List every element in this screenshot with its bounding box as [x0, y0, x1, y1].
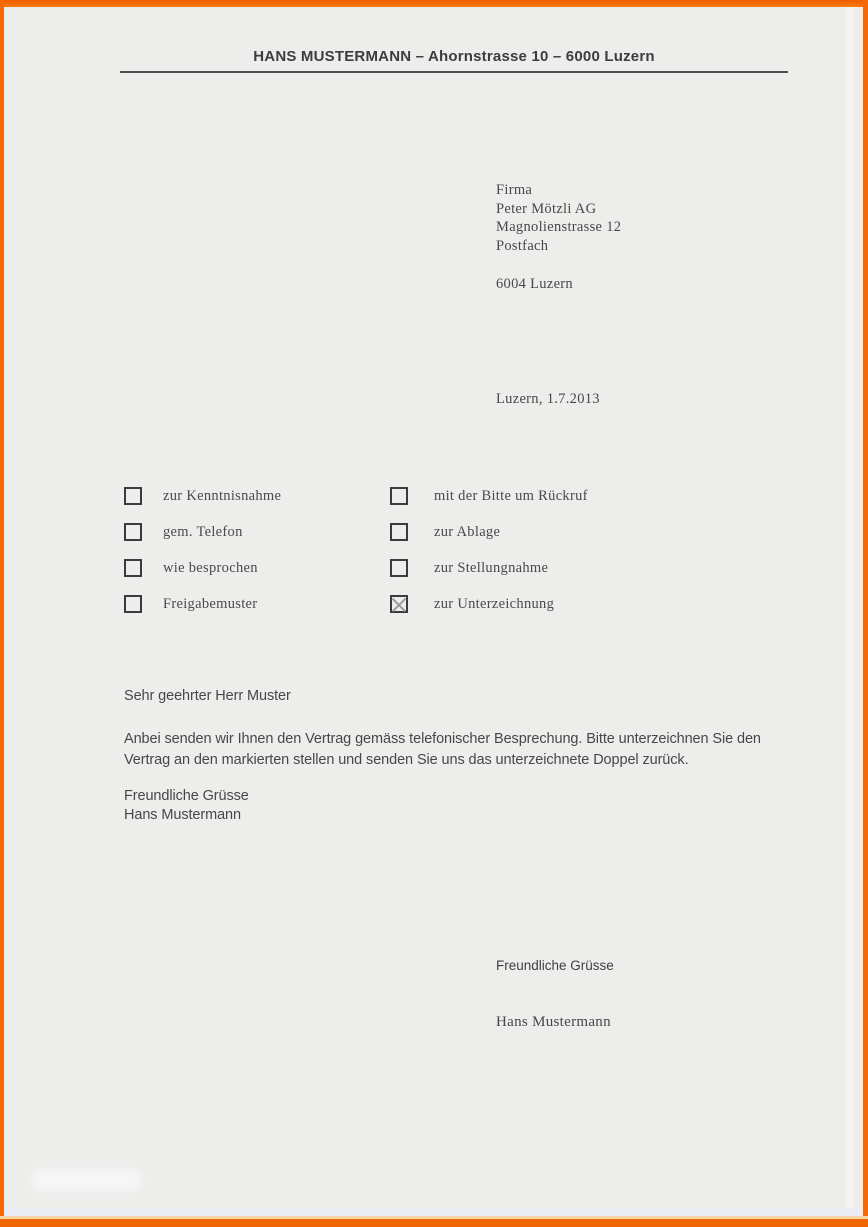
scan-edge-bottom [4, 1208, 863, 1216]
recipient-line: Postfach [496, 238, 549, 255]
footer-signature-name: Hans Mustermann [496, 1014, 611, 1030]
letterhead-title: HANS MUSTERMANN – Ahornstrasse 10 – 6000 Luzern [253, 48, 655, 65]
recipient-line: Firma [496, 182, 533, 198]
letter-body [124, 686, 784, 825]
checkbox-label: zur Stellungnahme [434, 559, 549, 576]
checkbox-label: gem. Telefon [163, 523, 243, 540]
checkbox-label: zur Unterzeichnung [434, 595, 555, 612]
x-mark-icon [392, 597, 406, 611]
checkbox[interactable] [124, 559, 142, 577]
recipient-city: 6004 Luzern [496, 275, 573, 292]
body-paragraph: Anbei senden wir Ihnen den Vertrag gemäss telefonischer Besprechung. Bitte unterzeichnen Sie den Vertrag an den markierten stellen und senden Sie uns das unterzeichnete Doppel zurück. [124, 731, 761, 768]
checkbox-column-left [124, 487, 281, 631]
closing-line: Freundliche Grüsse [124, 788, 249, 804]
checkbox-label: zur Ablage [434, 523, 501, 540]
checkbox-row [390, 559, 588, 577]
footer-signature-block [496, 958, 614, 1031]
watermark [33, 1170, 141, 1190]
footer-closing-line: Freundliche Grüsse [496, 958, 614, 973]
checkbox-label: zur Kenntnisnahme [163, 487, 282, 504]
checkbox[interactable] [390, 595, 408, 613]
recipient-lines [496, 181, 621, 256]
checkbox[interactable] [124, 487, 142, 505]
checkbox[interactable] [124, 523, 142, 541]
checkbox-row [390, 595, 588, 613]
salutation: Sehr geehrter Herr Muster [124, 688, 291, 704]
page-border-right [863, 0, 868, 1227]
checkbox-row [390, 487, 588, 505]
checkbox[interactable] [124, 595, 142, 613]
letterhead [120, 48, 788, 73]
checkbox[interactable] [390, 487, 408, 505]
page-border-left [0, 0, 4, 1227]
page-border-bottom [0, 1219, 868, 1227]
checkbox[interactable] [390, 559, 408, 577]
recipient-line: Peter Mötzli AG [496, 200, 597, 217]
checkbox-row [124, 523, 281, 541]
checkbox-row [124, 559, 281, 577]
checkbox-label: wie besprochen [163, 559, 258, 576]
scan-edge-right [846, 7, 854, 1208]
checkbox-label: mit der Bitte um Rückruf [434, 487, 588, 504]
signature-name: Hans Mustermann [124, 807, 241, 823]
recipient-address [496, 181, 621, 293]
date-line: Luzern, 1.7.2013 [496, 391, 600, 407]
checkbox-row [124, 487, 281, 505]
checkbox-column-right [390, 487, 588, 631]
checkbox-row [390, 523, 588, 541]
recipient-line: Magnolienstrasse 12 [496, 219, 622, 236]
checkbox-row [124, 595, 281, 613]
checkbox[interactable] [390, 523, 408, 541]
page-border-top [0, 0, 868, 7]
checkbox-label: Freigabemuster [163, 595, 258, 612]
